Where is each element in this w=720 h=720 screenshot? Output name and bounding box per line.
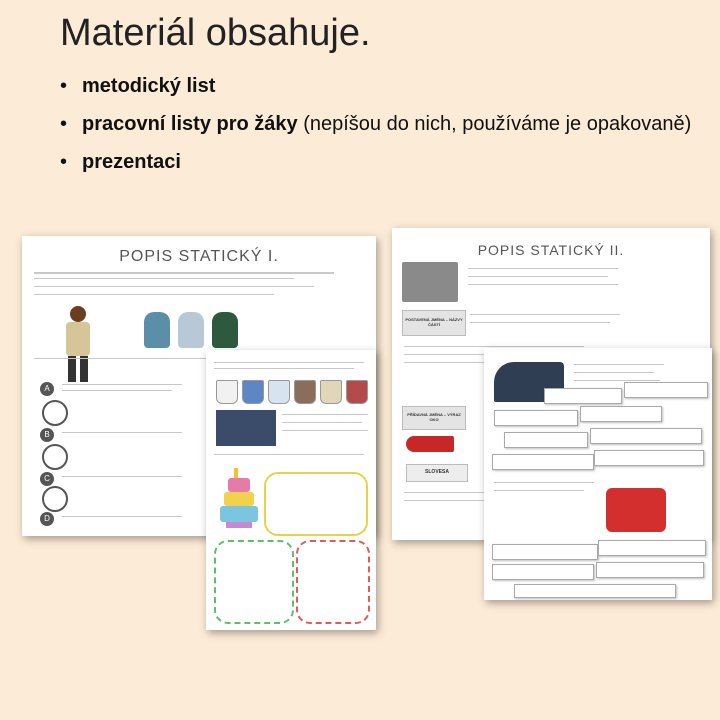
green-task-box bbox=[214, 540, 294, 624]
bullet-bold: pracovní listy pro žáky bbox=[82, 113, 298, 135]
worksheet-1-title: POPIS STATICKÝ I. bbox=[119, 248, 279, 265]
worksheet-4 bbox=[484, 348, 712, 600]
cup-image bbox=[268, 380, 290, 404]
cup-image bbox=[346, 380, 368, 404]
red-handbag-image bbox=[606, 488, 666, 532]
bullet-bold: prezentaci bbox=[82, 151, 181, 173]
worksheet-1: POPIS STATICKÝ I. A B C D bbox=[22, 236, 376, 536]
bullet-rest: (nepíšou do nich, používáme je opakovaně) bbox=[297, 113, 692, 135]
bullet-item bbox=[58, 148, 698, 176]
red-task-box bbox=[296, 540, 370, 624]
alarm-clock-image bbox=[42, 444, 68, 470]
table-cell: SLOVESA bbox=[425, 469, 449, 475]
table-cell: POSTAVENÁ JMÉNA – NÁZVY ČÁSTÍ bbox=[405, 317, 463, 327]
worksheet-3 bbox=[206, 350, 376, 630]
alarm-clock-image bbox=[42, 400, 68, 426]
alarm-clock-image bbox=[42, 486, 68, 512]
cup-image bbox=[216, 380, 238, 404]
bullet-list bbox=[58, 72, 698, 186]
cup-image bbox=[294, 380, 316, 404]
table-cell: PŘÍDAVNÁ JMÉNA – VÝRAZ OKO bbox=[407, 412, 461, 422]
worksheet-2-title: POPIS STATICKÝ II. bbox=[477, 242, 625, 258]
cake-image bbox=[220, 468, 258, 536]
red-heels-image bbox=[406, 436, 454, 452]
tile-image bbox=[216, 410, 276, 446]
cup-image bbox=[320, 380, 342, 404]
hoodie-image bbox=[144, 312, 170, 348]
bullet-item bbox=[58, 110, 698, 138]
slide-title: Materiál obsahuje. bbox=[60, 12, 371, 54]
cup-image bbox=[242, 380, 264, 404]
teacher-illustration bbox=[58, 306, 98, 386]
hoodie-image bbox=[212, 312, 238, 348]
hoodie-image bbox=[178, 312, 204, 348]
books-image bbox=[402, 262, 458, 302]
bullet-item bbox=[58, 72, 698, 100]
yellow-task-box bbox=[264, 472, 368, 536]
bullet-bold: metodický list bbox=[82, 75, 216, 97]
